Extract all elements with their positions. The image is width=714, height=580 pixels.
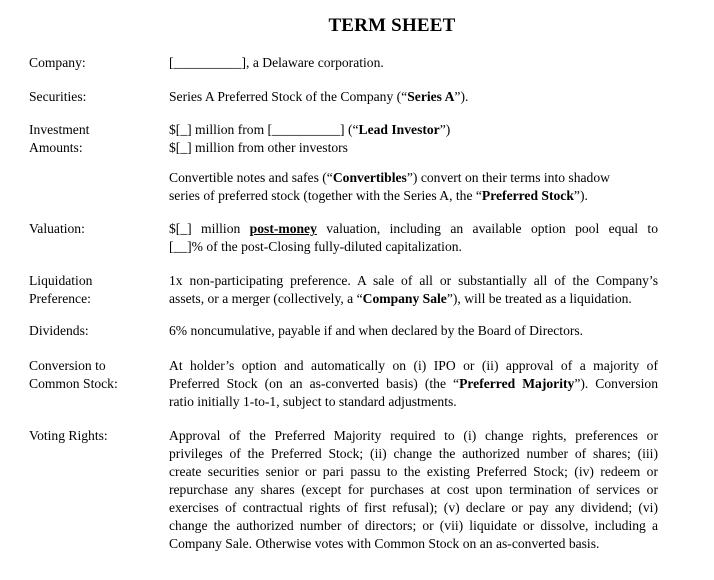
investment-amounts-label: Investment Amounts: xyxy=(29,122,90,155)
valuation-value: $[_] million post-money valuation, including an available option pool equal to [__]% of the post-Closing fully-diluted capitalization. xyxy=(169,221,658,254)
voting-rights-value: Approval of the Preferred Majority required to (i) change rights, preferences or privileges of the Preferred Stock; (ii) change the authorized number of shares; (iii) create securities senior or pari passu to the existing Preferred Stock; (iv) redeem or repurchase any shares (except for purchases at cost upon termination of services or exercises of contractual rights of first refusal); (v) declare or pay any dividend; (vi) change the authorized number of directors; or (vii) liquidate or dissolve, including a Company Sale. Otherwise votes with Common Stock on an as-converted basis. xyxy=(169,428,658,551)
liquidation-preference-value: 1x non-participating preference. A sale of all or substantially all of the Company’s assets, or a merger (collectively, a “Company Sale”), will be treated as a liquidation. xyxy=(169,273,658,306)
valuation-label: Valuation: xyxy=(29,221,85,236)
voting-rights-label: Voting Rights: xyxy=(29,428,108,443)
dividends-label: Dividends: xyxy=(29,323,89,338)
liquidation-preference-label: Liquidation Preference: xyxy=(29,273,93,306)
company-label: Company: xyxy=(29,55,86,70)
document-title: TERM SHEET xyxy=(328,15,456,36)
dividends-value: 6% noncumulative, payable if and when declared by the Board of Directors. xyxy=(169,323,584,338)
convertibles-paragraph: Convertible notes and safes (“Convertibles”) convert on their terms into shadow series of preferred stock (together with the Series A, the “Preferred Stock”). xyxy=(169,170,610,203)
securities-label: Securities: xyxy=(29,89,87,104)
investment-amounts-value: $[_] million from [__________] (“Lead Investor”) $[_] million from other investors xyxy=(169,122,451,155)
company-value: [__________], a Delaware corporation. xyxy=(169,55,384,70)
conversion-value: At holder’s option and automatically on (i) IPO or (ii) approval of a majority of Preferred Stock (on an as-converted basis) (the “Preferred Majority”). Conversion ratio initially 1-to-1, subject to standard adjustments. xyxy=(169,358,658,409)
conversion-label: Conversion to Common Stock: xyxy=(29,358,118,391)
securities-value: Series A Preferred Stock of the Company (“Series A”). xyxy=(169,89,469,104)
